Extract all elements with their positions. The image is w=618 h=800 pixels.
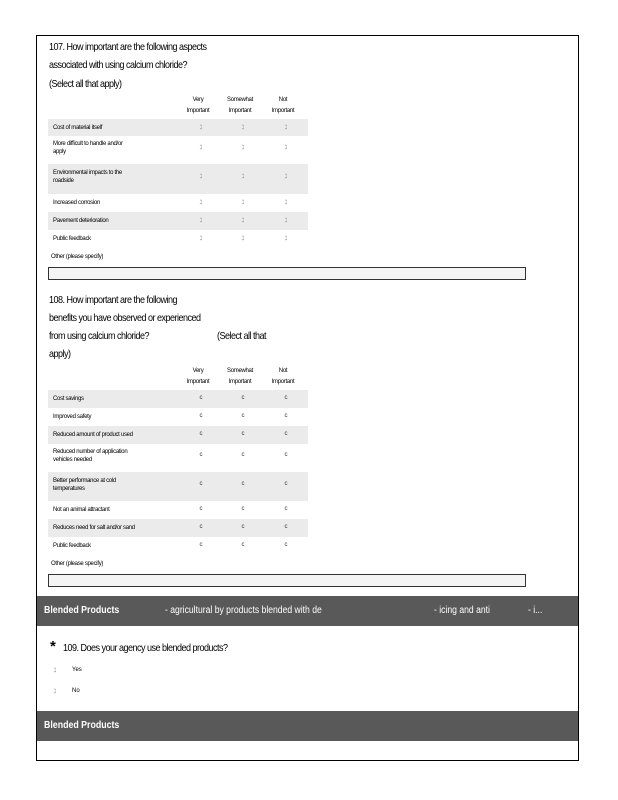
radio-very-important[interactable]: ℷ xyxy=(199,125,203,131)
q108-row xyxy=(48,426,308,444)
q108-row-label: Improved safety xyxy=(53,414,92,420)
q108-row xyxy=(48,501,308,519)
section-title: Blended Products xyxy=(44,605,120,616)
section-subtitle-fragment-1: - agricultural by products blended with de xyxy=(165,605,322,616)
radio-no[interactable]: ℷ xyxy=(53,689,57,695)
radio-somewhat-important[interactable]: c xyxy=(241,431,245,437)
q107-other-input[interactable] xyxy=(48,267,526,280)
radio-very-important[interactable]: c xyxy=(199,395,203,401)
q108-row-label: Better performance at cold temperatures xyxy=(53,478,116,492)
radio-not-important[interactable]: ℷ xyxy=(284,218,288,224)
option-yes-label: Yes xyxy=(72,667,82,673)
q108-row-label: Not an animal attractant xyxy=(53,507,110,513)
q109-text: 109. Does your agency use blended products? xyxy=(63,642,228,654)
radio-very-important[interactable]: c xyxy=(199,413,203,419)
q107-text-line3: (Select all that apply) xyxy=(49,78,122,90)
q108-text-line2: benefits you have observed or experienced xyxy=(49,312,201,324)
radio-very-important[interactable]: c xyxy=(199,524,203,530)
q107-row-label: Cost of material itself xyxy=(53,125,103,131)
radio-very-important[interactable]: c xyxy=(199,542,203,548)
radio-not-important[interactable]: c xyxy=(284,431,288,437)
q108-row xyxy=(48,537,308,555)
radio-very-important[interactable]: ℷ xyxy=(199,200,203,206)
radio-not-important[interactable]: ℷ xyxy=(284,145,288,151)
radio-somewhat-important[interactable]: c xyxy=(241,542,245,548)
radio-very-important[interactable]: ℷ xyxy=(199,218,203,224)
radio-very-important[interactable]: c xyxy=(199,431,203,437)
radio-somewhat-important[interactable]: c xyxy=(241,395,245,401)
q108-col-not-important: Not Important xyxy=(271,368,295,385)
radio-somewhat-important[interactable]: c xyxy=(241,524,245,530)
radio-very-important[interactable]: c xyxy=(199,481,203,487)
radio-not-important[interactable]: c xyxy=(284,395,288,401)
section-header-blended-products-2 xyxy=(37,711,578,741)
q108-row-label: Reduced amount of product used xyxy=(53,432,133,438)
q107-row-label: Increased corrosion xyxy=(53,200,100,206)
section-title: Blended Products xyxy=(44,720,120,731)
q107-row xyxy=(48,212,308,230)
radio-somewhat-important[interactable]: c xyxy=(241,506,245,512)
section-subtitle-fragment-3: - i... xyxy=(528,605,543,616)
radio-very-important[interactable]: c xyxy=(199,506,203,512)
radio-somewhat-important[interactable]: ℷ xyxy=(241,200,245,206)
q108-row xyxy=(48,408,308,426)
radio-not-important[interactable]: ℷ xyxy=(284,125,288,131)
q108-row-label: Reduces need for salt and/or sand xyxy=(53,525,135,531)
q108-row xyxy=(48,519,308,537)
q108-row xyxy=(48,472,308,501)
q107-row xyxy=(48,164,308,194)
q108-other-input[interactable] xyxy=(48,574,526,587)
q107-col-very-important: Very Important xyxy=(186,97,210,114)
radio-somewhat-important[interactable]: ℷ xyxy=(241,236,245,242)
q108-text-line4: apply) xyxy=(49,348,71,360)
radio-not-important[interactable]: c xyxy=(284,524,288,530)
radio-not-important[interactable]: ℷ xyxy=(284,236,288,242)
radio-not-important[interactable]: c xyxy=(284,452,288,458)
q108-row-label: Cost savings xyxy=(53,396,84,402)
q107-row xyxy=(48,194,308,212)
q107-row xyxy=(48,136,308,164)
q108-row xyxy=(48,444,308,472)
q107-row xyxy=(48,230,308,248)
radio-not-important[interactable]: c xyxy=(284,506,288,512)
q107-other-label: Other (please specify) xyxy=(51,254,104,260)
radio-somewhat-important[interactable]: c xyxy=(241,481,245,487)
q108-row xyxy=(48,390,308,408)
section-subtitle-fragment-2: - icing and anti xyxy=(434,605,490,616)
required-star: * xyxy=(50,638,56,655)
radio-not-important[interactable]: c xyxy=(284,481,288,487)
radio-very-important[interactable]: ℷ xyxy=(199,174,203,180)
q107-row-label: Public feedback xyxy=(53,236,91,242)
radio-somewhat-important[interactable]: ℷ xyxy=(241,125,245,131)
radio-very-important[interactable]: c xyxy=(199,452,203,458)
q108-other-label: Other (please specify) xyxy=(51,561,104,567)
radio-very-important[interactable]: ℷ xyxy=(199,145,203,151)
q107-row-label: Pavement deterioration xyxy=(53,218,109,224)
q107-row-label: More difficult to handle and/or apply xyxy=(53,141,123,155)
q107-col-somewhat-important: Somewhat Important xyxy=(227,97,253,114)
radio-somewhat-important[interactable]: ℷ xyxy=(241,174,245,180)
q108-text-line1: 108. How important are the following xyxy=(49,294,177,306)
radio-not-important[interactable]: ℷ xyxy=(284,200,288,206)
q107-row-label: Environmental impacts to the roadside xyxy=(53,170,122,184)
radio-somewhat-important[interactable]: c xyxy=(241,413,245,419)
radio-somewhat-important[interactable]: c xyxy=(241,452,245,458)
radio-somewhat-important[interactable]: ℷ xyxy=(241,218,245,224)
q108-row-label: Public feedback xyxy=(53,543,91,549)
radio-not-important[interactable]: c xyxy=(284,413,288,419)
section-header-blended-products xyxy=(37,596,578,626)
q108-row-label: Reduced number of application vehicles needed xyxy=(53,449,128,463)
q107-col-not-important: Not Important xyxy=(271,97,295,114)
option-no-label: No xyxy=(72,688,80,694)
q107-row xyxy=(48,119,308,136)
radio-very-important[interactable]: ℷ xyxy=(199,236,203,242)
radio-yes[interactable]: ℷ xyxy=(53,668,57,674)
q107-text-line1: 107. How important are the following aspects xyxy=(49,41,207,53)
radio-somewhat-important[interactable]: ℷ xyxy=(241,145,245,151)
radio-not-important[interactable]: ℷ xyxy=(284,174,288,180)
radio-not-important[interactable]: c xyxy=(284,542,288,548)
q108-text-line3b: (Select all that xyxy=(217,330,266,342)
q108-col-somewhat-important: Somewhat Important xyxy=(227,368,253,385)
q108-col-very-important: Very Important xyxy=(186,368,210,385)
q108-text-line3: from using calcium chloride? xyxy=(49,330,149,342)
q107-text-line2: associated with using calcium chloride? xyxy=(49,59,187,71)
